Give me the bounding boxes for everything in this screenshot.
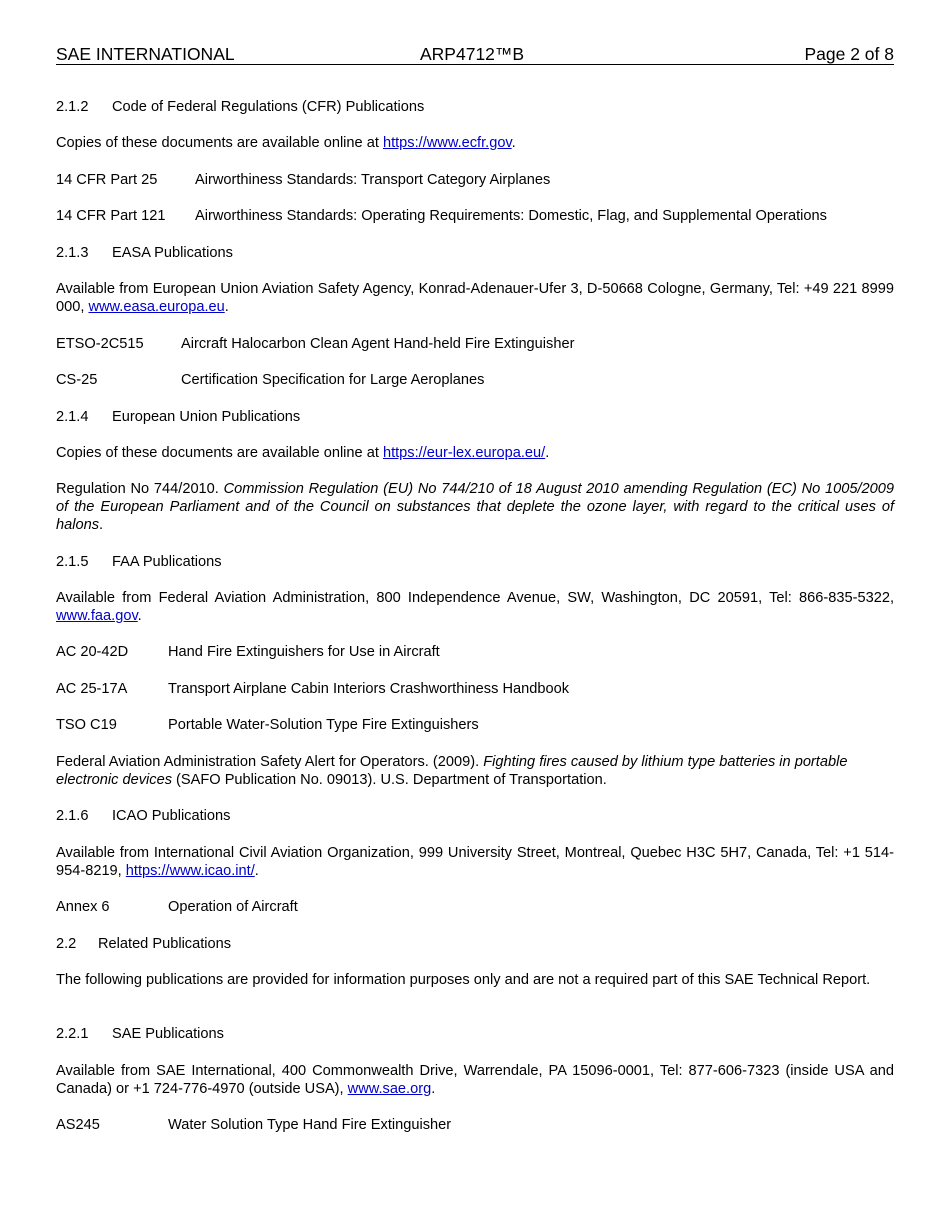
safo-title: Fighting fires caused by lithium type batteries in portable electronic devices bbox=[56, 754, 848, 788]
eur-lex-link[interactable]: https://eur-lex.europa.eu/ bbox=[382, 445, 546, 461]
availability-text: Copies of these documents are available online at bbox=[56, 135, 383, 151]
section-title: European Union Publications bbox=[112, 409, 301, 425]
reference-item bbox=[56, 898, 894, 916]
reference-code: Annex 6 bbox=[56, 899, 110, 915]
availability-text: Available from SAE International, 400 Commonwealth Drive, Warrendale, PA 15096-0001, Tel: 877-606-7323 (inside USA and Canada) or +1 724-776-4970 (outside USA), bbox=[56, 1063, 894, 1097]
related-publications-paragraph: The following publications are provided for information purposes only and are not a required part of this SAE Technical Report. bbox=[56, 972, 871, 988]
header-page-number: Page 2 of 8 bbox=[804, 44, 894, 64]
safo-citation bbox=[56, 753, 856, 789]
section-heading-2-1-4 bbox=[56, 408, 894, 426]
punctuation: . bbox=[511, 135, 516, 151]
section-heading-2-1-6 bbox=[56, 807, 894, 825]
reference-code: CS-25 bbox=[56, 372, 98, 388]
reference-title: Hand Fire Extinguishers for Use in Aircraft bbox=[168, 644, 440, 660]
reference-title: Aircraft Halocarbon Clean Agent Hand-held Fire Extinguisher bbox=[181, 336, 575, 352]
header-doc-number: ARP4712™B bbox=[420, 44, 525, 64]
regulation-title: Commission Regulation (EU) No 744/210 of 18 August 2010 amending Regulation (EC) No 1005/2009 of the European Parliament and of the Council on substances that deplete the ozone layer, with regard to the critical uses of halons bbox=[56, 481, 894, 533]
availability-text: Available from International Civil Aviation Organization, 999 University Street, Montreal, Quebec H3C 5H7, Canada, Tel: +1 514-954-8219, bbox=[56, 845, 894, 879]
availability-paragraph-easa bbox=[56, 280, 894, 316]
section-title: FAA Publications bbox=[112, 554, 222, 570]
section-number: 2.1.2 bbox=[56, 99, 89, 115]
punctuation: . bbox=[431, 1081, 436, 1097]
section-number: 2.1.6 bbox=[56, 808, 89, 824]
safo-lead: Federal Aviation Administration Safety Alert for Operators. (2009). bbox=[56, 754, 484, 770]
reference-title: Operation of Aircraft bbox=[168, 899, 298, 915]
safo-tail: (SAFO Publication No. 09013). U.S. Department of Transportation. bbox=[172, 772, 607, 788]
reference-item bbox=[56, 643, 894, 661]
reference-title: Certification Specification for Large Aeroplanes bbox=[181, 372, 485, 388]
reference-item bbox=[56, 335, 894, 353]
reference-item bbox=[56, 716, 894, 734]
reference-item bbox=[56, 1116, 894, 1134]
availability-paragraph-eu bbox=[56, 444, 894, 462]
section-number: 2.1.4 bbox=[56, 409, 89, 425]
availability-paragraph-sae bbox=[56, 1062, 894, 1098]
punctuation: . bbox=[224, 299, 229, 315]
icao-link[interactable]: https://www.icao.int/ bbox=[125, 863, 255, 879]
availability-paragraph-icao bbox=[56, 844, 894, 880]
availability-paragraph-faa bbox=[56, 589, 894, 625]
section-heading-2-1-3 bbox=[56, 244, 894, 262]
ecfr-link[interactable]: https://www.ecfr.gov bbox=[382, 135, 512, 151]
section-title: Related Publications bbox=[98, 936, 232, 952]
reference-title: Transport Airplane Cabin Interiors Crashworthiness Handbook bbox=[168, 681, 569, 697]
section-heading-2-1-2 bbox=[56, 98, 894, 116]
availability-text: Copies of these documents are available online at bbox=[56, 445, 383, 461]
reference-code: ETSO-2C515 bbox=[56, 336, 144, 352]
section-title: EASA Publications bbox=[112, 245, 233, 261]
regulation-citation bbox=[56, 480, 894, 534]
reference-code: AS245 bbox=[56, 1117, 100, 1133]
punctuation: . bbox=[99, 517, 104, 533]
section-title: Code of Federal Regulations (CFR) Publications bbox=[112, 99, 425, 115]
faa-link[interactable]: www.faa.gov bbox=[56, 608, 138, 624]
punctuation: . bbox=[254, 863, 259, 879]
easa-link[interactable]: www.easa.europa.eu bbox=[88, 299, 225, 315]
availability-text: Available from Federal Aviation Administration, 800 Independence Avenue, SW, Washington, DC 20591, Tel: 866-835-5322, bbox=[56, 590, 894, 606]
reference-item bbox=[56, 171, 894, 189]
punctuation: . bbox=[545, 445, 550, 461]
reference-title: Airworthiness Standards: Operating Requirements: Domestic, Flag, and Supplemental Operations bbox=[195, 208, 827, 224]
section-number: 2.1.5 bbox=[56, 554, 89, 570]
reference-item bbox=[56, 371, 894, 389]
section-heading-2-2 bbox=[56, 935, 894, 953]
reference-item bbox=[56, 680, 894, 698]
section-number: 2.2 bbox=[56, 936, 77, 952]
reference-title: Water Solution Type Hand Fire Extinguisher bbox=[168, 1117, 452, 1133]
page-header bbox=[56, 44, 894, 65]
reference-code: AC 25-17A bbox=[56, 681, 128, 697]
section-title: ICAO Publications bbox=[112, 808, 231, 824]
section-number: 2.1.3 bbox=[56, 245, 89, 261]
section-title: SAE Publications bbox=[112, 1026, 224, 1042]
reference-code: 14 CFR Part 25 bbox=[56, 172, 158, 188]
reference-title: Portable Water-Solution Type Fire Extinguishers bbox=[168, 717, 479, 733]
availability-text: Available from European Union Aviation Safety Agency, Konrad-Adenauer-Ufer 3, D-50668 Cologne, Germany, Tel: +49 221 8999 000, bbox=[56, 281, 894, 315]
reference-title: Airworthiness Standards: Transport Category Airplanes bbox=[195, 172, 551, 188]
availability-paragraph-cfr bbox=[56, 134, 894, 152]
reference-item bbox=[56, 207, 894, 225]
sae-link[interactable]: www.sae.org bbox=[347, 1081, 432, 1097]
reference-code: TSO C19 bbox=[56, 717, 117, 733]
reference-code: 14 CFR Part 121 bbox=[56, 208, 166, 224]
section-heading-2-2-1 bbox=[56, 1025, 894, 1043]
header-org: SAE INTERNATIONAL bbox=[56, 44, 235, 64]
section-number: 2.2.1 bbox=[56, 1026, 89, 1042]
reference-code: AC 20-42D bbox=[56, 644, 129, 660]
section-heading-2-1-5 bbox=[56, 553, 894, 571]
punctuation: . bbox=[137, 608, 142, 624]
regulation-lead: Regulation No 744/2010. bbox=[56, 481, 224, 497]
